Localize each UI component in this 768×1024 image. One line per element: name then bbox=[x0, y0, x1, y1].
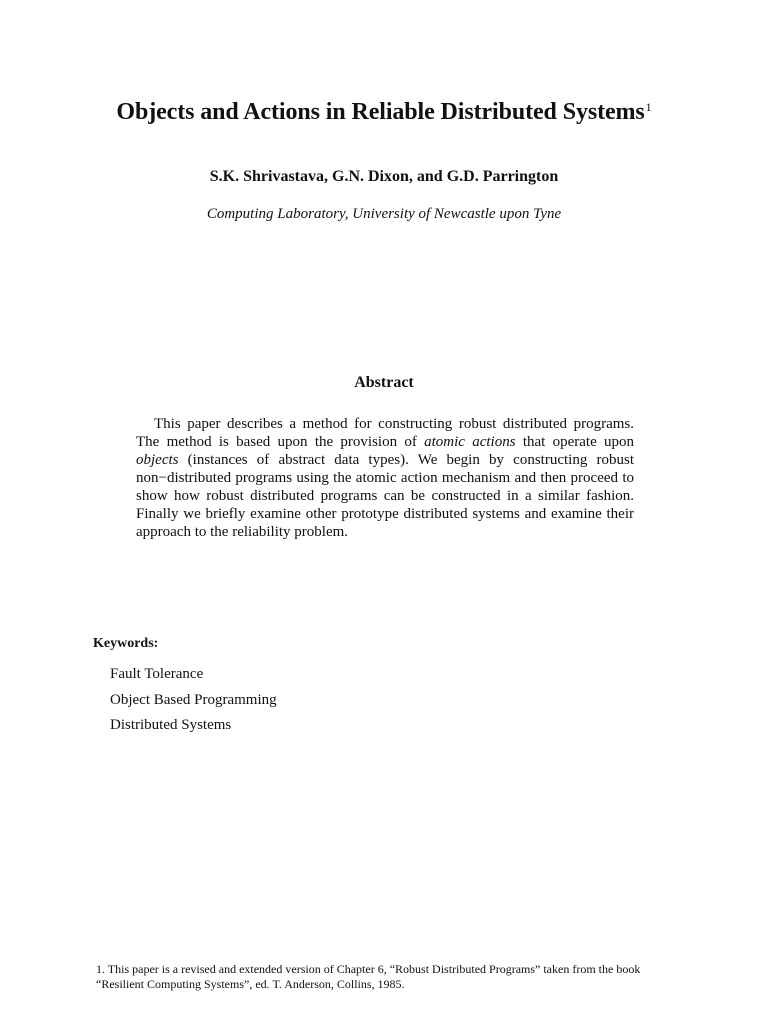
abstract-text-part-3: (instances of abstract data types). We begin by constructing robust non−distributed programs using the atomic action mechanism and then proceed to show how robust distributed programs can be constructed in a similar fashion. Finally we briefly examine other prototype distributed systems and examine their approach to the reliability problem. bbox=[136, 452, 634, 540]
title-footnote-mark: 1 bbox=[645, 100, 652, 114]
abstract-term-atomic-actions: atomic actions bbox=[424, 434, 516, 450]
keyword-item: Distributed Systems bbox=[110, 717, 232, 733]
paper-title bbox=[0, 92, 768, 127]
abstract-heading: Abstract bbox=[354, 374, 414, 391]
abstract-term-objects: objects bbox=[136, 452, 179, 468]
keywords-heading: Keywords: bbox=[93, 636, 159, 651]
author-affiliation: Computing Laboratory, University of Newcastle upon Tyne bbox=[206, 206, 562, 222]
keyword-item: Fault Tolerance bbox=[110, 666, 204, 682]
author-list: S.K. Shrivastava, G.N. Dixon, and G.D. Parrington bbox=[209, 168, 559, 185]
abstract-body bbox=[136, 415, 634, 541]
keyword-item: Object Based Programming bbox=[110, 691, 277, 708]
abstract-text-part-1: This paper describes a method for constructing robust distributed programs. The method is based upon the provision of bbox=[136, 416, 634, 450]
abstract-text-part-2: that operate upon bbox=[515, 434, 634, 450]
keywords-list bbox=[110, 662, 277, 739]
title-footnote: 1. This paper is a revised and extended version of Chapter 6, “Robust Distributed Programs” taken from the book “Resilient Computing Systems”, ed. T. Anderson, Collins, 1985. bbox=[96, 962, 641, 991]
paper-title-text: Objects and Actions in Reliable Distributed Systems bbox=[116, 99, 645, 125]
